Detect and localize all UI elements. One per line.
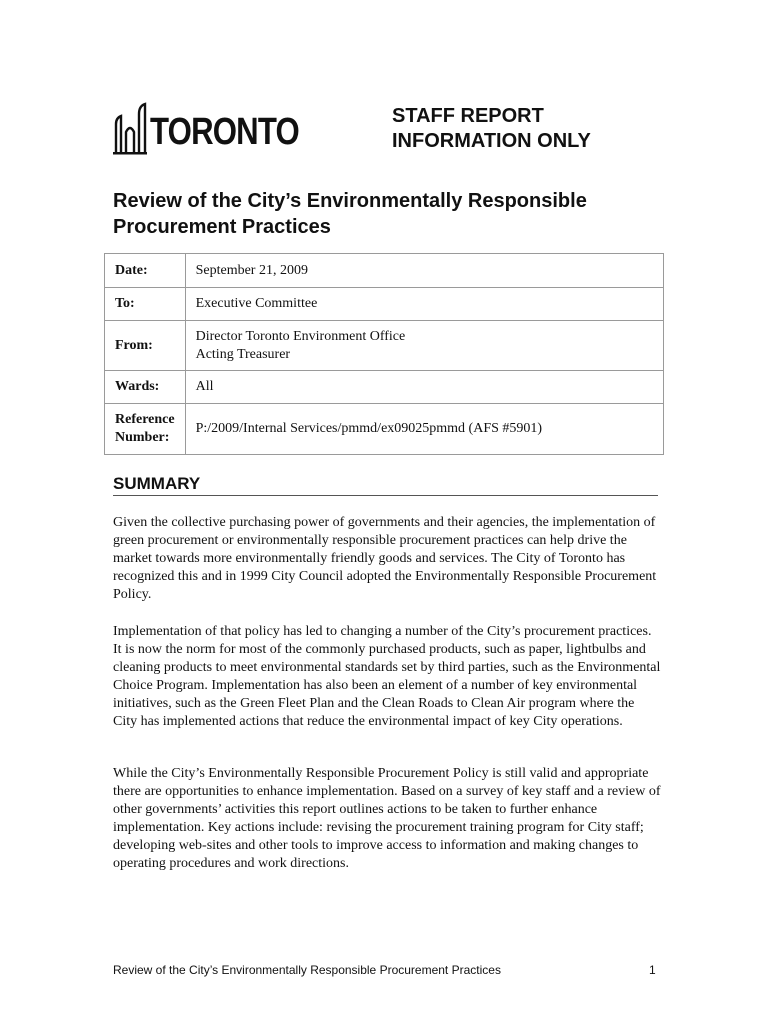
summary-heading: SUMMARY [113,474,658,496]
document-title [113,188,673,240]
date-label: Date: [105,254,186,288]
logo-wordmark: TORONTO [150,111,299,153]
footer-title: Review of the City’s Environmentally Responsible Procurement Practices [113,963,501,977]
wards-label: Wards: [105,371,186,404]
reference-label-line2: Number: [115,430,170,445]
document-title-line2: Procurement Practices [113,216,331,238]
reference-label-line1: Reference [115,412,175,427]
reference-value: P:/2009/Internal Services/pmmd/ex09025pmmd (AFS #5901) [185,404,663,455]
table-row-from [105,321,664,371]
date-value: September 21, 2009 [185,254,663,288]
report-type-line1: STAFF REPORT [392,105,544,127]
to-value: Executive Committee [185,288,663,321]
document-title-line1: Review of the City’s Environmentally Responsible [113,190,587,212]
report-type-line2: INFORMATION ONLY [392,130,591,152]
from-value-line2: Acting Treasurer [195,346,291,362]
table-row-wards [105,371,664,404]
summary-paragraph-1: Given the collective purchasing power of governments and their agencies, the implementation of green procurement or environmentally responsible procurement practices can help drive the market towards more environmentally friendly goods and services. The City of Toronto has recognized this and in 1999 City Council adopted the Environmentally Responsible Procurement Policy. [113,515,657,602]
summary-paragraph-3: While the City’s Environmentally Responsible Procurement Policy is still valid and appropriate there are opportunities to enhance implementation. Based on a survey of key staff and a review of other governments’ activities this report outlines actions to be taken to further enhance implementation. Key actions include: revising the procurement training program for City staff; developing web-sites and other tools to improve access to information and making changes to operating procedures and work directions. [113,766,661,871]
from-value-line1: Director Toronto Environment Office [195,328,406,344]
table-row-date [105,254,664,288]
city-hall-icon [112,102,148,156]
toronto-logo [112,100,299,156]
to-label: To: [105,288,186,321]
table-row-reference [105,404,664,455]
report-type [392,104,591,154]
from-label: From: [105,321,186,371]
table-row-to [105,288,664,321]
report-metadata-table [104,253,664,455]
from-value [185,321,663,371]
reference-label [105,404,186,455]
page-number: 1 [649,963,656,977]
summary-paragraph-2: Implementation of that policy has led to changing a number of the City’s procurement practices. It is now the norm for most of the commonly purchased products, such as paper, lightbulbs and cleaning products to meet environmental standards set by third parties, such as the Environmental Choice Program. Implementation has also been an element of a number of key environmental initiatives, such as the Green Fleet Plan and the Clean Roads to Clean Air program where the City has implemented actions that reduce the environmental impact of key City operations. [113,624,661,729]
wards-value: All [185,371,663,404]
